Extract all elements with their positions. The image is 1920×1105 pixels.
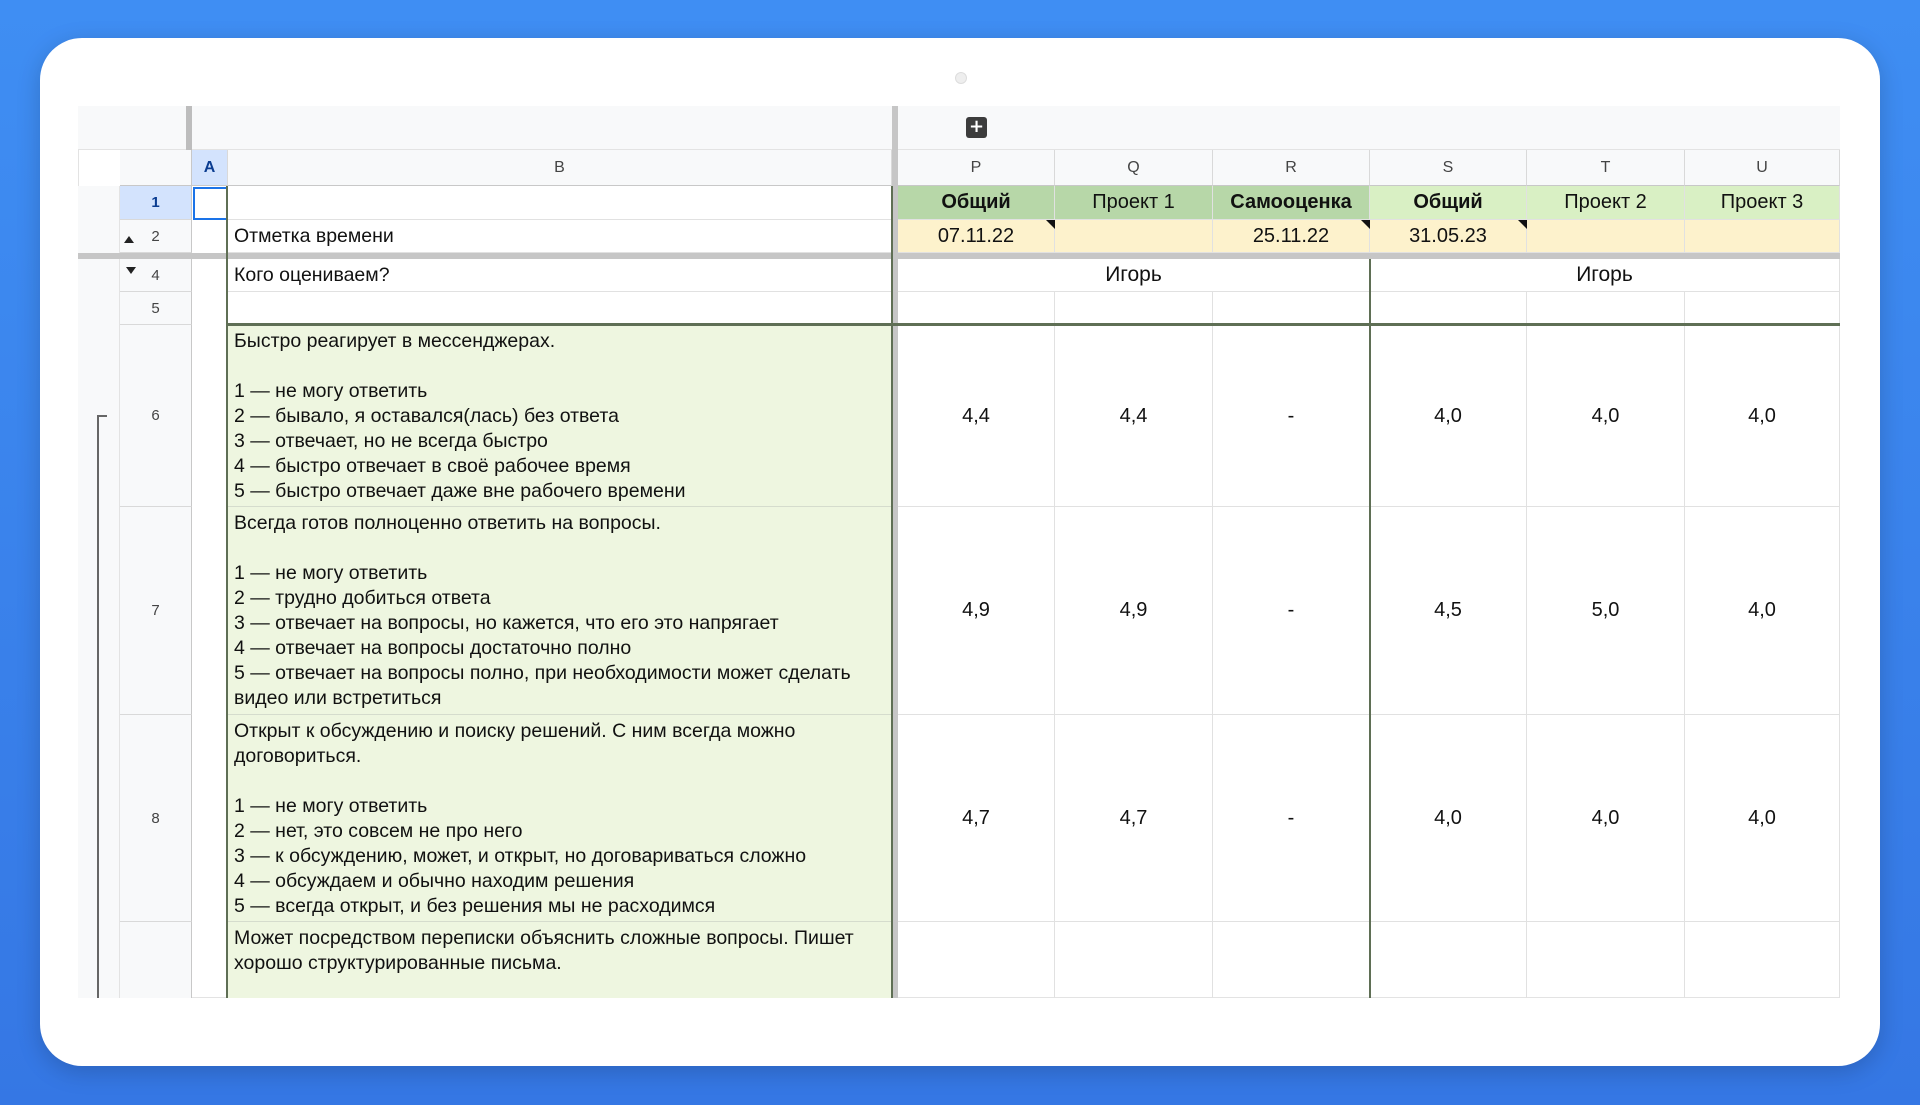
note-corner-icon	[1361, 220, 1370, 229]
date-s2[interactable]: 31.05.23	[1370, 220, 1527, 253]
col-header-q[interactable]: Q	[1055, 150, 1213, 186]
cell-t5[interactable]	[1527, 292, 1685, 325]
score-cell[interactable]	[1527, 922, 1685, 998]
score-cell[interactable]: 4,4	[898, 326, 1055, 507]
add-plus-icon[interactable]: +	[966, 117, 987, 138]
date-p2[interactable]: 07.11.22	[898, 220, 1055, 253]
collapse-triangle-up-icon[interactable]	[124, 236, 134, 243]
header-self-assessment[interactable]: Самооценка	[1213, 186, 1370, 220]
row-header-8[interactable]: 8	[120, 715, 192, 922]
score-cell[interactable]: 4,9	[898, 507, 1055, 715]
column-b-right-border	[891, 186, 893, 998]
score-cell[interactable]: 4,0	[1685, 507, 1840, 715]
col-header-a[interactable]: A	[192, 150, 228, 186]
cell-p5[interactable]	[898, 292, 1055, 325]
row-header-1[interactable]: 1	[120, 186, 192, 220]
timestamp-label[interactable]: Отметка времени	[228, 220, 892, 253]
note-corner-icon	[1046, 220, 1055, 229]
score-cell[interactable]: 4,5	[1370, 507, 1527, 715]
score-cell[interactable]	[1055, 922, 1213, 998]
header-project-2[interactable]: Проект 2	[1527, 186, 1685, 220]
score-cell[interactable]	[1213, 922, 1370, 998]
col-header-p[interactable]: P	[898, 150, 1055, 186]
row-header-7[interactable]: 7	[120, 507, 192, 715]
score-cell[interactable]: -	[1213, 715, 1370, 922]
score-cell[interactable]: -	[1213, 326, 1370, 507]
cell-q5[interactable]	[1055, 292, 1213, 325]
date-r2[interactable]: 25.11.22	[1213, 220, 1370, 253]
col-header-u[interactable]: U	[1685, 150, 1840, 186]
score-cell[interactable]	[1370, 922, 1527, 998]
header-project-3[interactable]: Проект 3	[1685, 186, 1840, 220]
score-cell[interactable]: 4,0	[1527, 326, 1685, 507]
score-cell[interactable]: 4,4	[1055, 326, 1213, 507]
question-written-explanations[interactable]: Может посредством переписки объяснить сложные вопросы. Пишет хорошо структурированные письма.	[228, 922, 892, 998]
group-divider-s	[1369, 259, 1371, 998]
row-header-2[interactable]: 2	[120, 220, 192, 253]
score-cell[interactable]: 4,9	[1055, 507, 1213, 715]
score-cell[interactable]: -	[1213, 507, 1370, 715]
row-header-9[interactable]	[120, 922, 192, 998]
selected-cell-a1[interactable]	[193, 187, 228, 220]
col-header-s[interactable]: S	[1370, 150, 1527, 186]
date-q2[interactable]	[1055, 220, 1213, 253]
note-corner-icon	[1518, 220, 1527, 229]
row-header-6[interactable]: 6	[120, 325, 192, 507]
column-a-cells	[192, 186, 228, 998]
expand-triangle-down-icon[interactable]	[126, 267, 136, 274]
score-cell[interactable]: 4,0	[1370, 326, 1527, 507]
score-cell[interactable]: 4,0	[1685, 715, 1840, 922]
score-cell[interactable]: 4,0	[1527, 715, 1685, 922]
cell-u5[interactable]	[1685, 292, 1840, 325]
row-header-4[interactable]: 4	[120, 259, 192, 292]
header-general-2[interactable]: Общий	[1370, 186, 1527, 220]
camera-dot	[955, 72, 967, 84]
score-cell[interactable]: 4,7	[1055, 715, 1213, 922]
score-cell[interactable]: 4,7	[898, 715, 1055, 922]
col-header-b[interactable]: B	[228, 150, 892, 186]
score-cell[interactable]	[898, 922, 1055, 998]
who-evaluated-label[interactable]: Кого оцениваем?	[228, 259, 892, 292]
score-cell[interactable]: 4,0	[1685, 326, 1840, 507]
header-project-1[interactable]: Проект 1	[1055, 186, 1213, 220]
date-u2[interactable]	[1685, 220, 1840, 253]
cell-r5[interactable]	[1213, 292, 1370, 325]
header-general-1[interactable]: Общий	[898, 186, 1055, 220]
evaluated-person-group-2[interactable]: Игорь	[1370, 259, 1840, 292]
cell-b1[interactable]	[228, 186, 892, 220]
col-header-r[interactable]: R	[1213, 150, 1370, 186]
evaluated-person-group-1[interactable]: Игорь	[898, 259, 1370, 292]
date-t2[interactable]	[1527, 220, 1685, 253]
score-cell[interactable]	[1685, 922, 1840, 998]
select-all-corner[interactable]	[120, 150, 192, 186]
question-ready-to-answer[interactable]: Всегда готов полноценно ответить на вопросы. 1 — не могу ответить 2 — трудно добиться ответа 3 — отвечает на вопросы, но кажется, что его это напрягает 4 — отвечает на вопросы достаточно полно 5 — отвечает на вопросы полно, при необходимости может сделать видео или встретиться	[228, 507, 892, 715]
score-cell[interactable]: 5,0	[1527, 507, 1685, 715]
cell-s5[interactable]	[1370, 292, 1527, 325]
question-messenger-response[interactable]: Быстро реагирует в мессенджерах. 1 — не могу ответить 2 — бывало, я оставался(лась) без ответа 3 — отвечает, но не всегда быстро 4 — быстро отвечает в своё рабочее время 5 — быстро отвечает даже вне рабочего времени	[228, 326, 892, 507]
col-header-t[interactable]: T	[1527, 150, 1685, 186]
cell-b5[interactable]	[228, 292, 892, 325]
score-cell[interactable]: 4,0	[1370, 715, 1527, 922]
row-header-5[interactable]: 5	[120, 292, 192, 325]
row-group-bracket[interactable]	[97, 415, 107, 998]
question-open-to-discussion[interactable]: Открыт к обсуждению и поиску решений. С ним всегда можно договориться. 1 — не могу ответить 2 — нет, это совсем не про него 3 — к обсуждению, может, и открыт, но договариваться сложно 4 — обсуждаем и обычно находим решения 5 — всегда открыт, и без решения мы не расходимся	[228, 715, 892, 922]
freeze-bar	[78, 106, 1840, 150]
